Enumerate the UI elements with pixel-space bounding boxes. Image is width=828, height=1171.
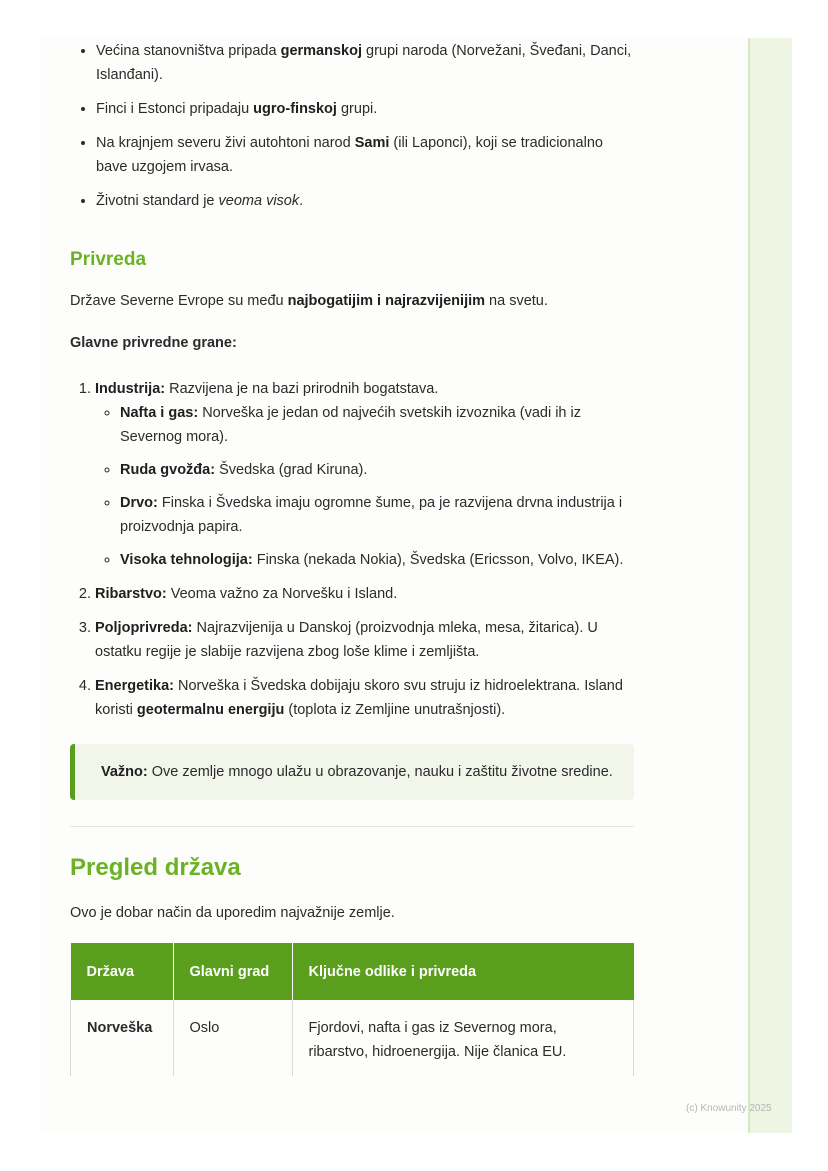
list-item: ◦ Nafta i gas: Norveška je jedan od najvećih svetskih izvoznika (vadi ih iz Severnog mora). (120, 401, 634, 449)
list-item: • Većina stanovništva pripada germanskoj grupi naroda (Norvežani, Šveđani, Danci, Islanđani). (96, 38, 634, 87)
population-list (70, 38, 634, 213)
industry-sublist (95, 401, 634, 572)
grane-label: Glavne privredne grane: (70, 335, 237, 351)
page-side-strip (748, 38, 792, 1133)
section-heading-privreda: Privreda (70, 249, 147, 270)
list-item: 4. Energetika: Norveška i Švedska dobijaju skoro svu struju iz hidroelektrana. Island koristi geotermalnu energiju (toplota iz Zemljine unutrašnjosti). (95, 674, 634, 722)
important-callout: Važno: Ove zemlje mnogo ulažu u obrazovanje, nauku i zaštitu životne sredine. (70, 744, 634, 800)
cell-grad: Oslo (173, 1000, 292, 1076)
pregled-intro: Ovo je dobar način da uporedim najvažnije zemlje. (70, 905, 395, 921)
table-row (71, 1000, 634, 1076)
section-divider (70, 826, 634, 827)
list-item: ◦ Visoka tehnologija: Finska (nekada Nokia), Švedska (Ericsson, Volvo, IKEA). (120, 548, 634, 572)
copyright-footer: (c) Knowunity 2025 (686, 1103, 772, 1114)
cell-odlike: Fjordovi, nafta i gas iz Severnog mora, ribarstvo, hidroenergija. Nije članica EU. (292, 1000, 634, 1076)
privreda-intro: Države Severne Evrope su među najbogatijim i najrazvijenijim na svetu. (70, 293, 548, 309)
list-item: • Životni standard je veoma visok. (96, 188, 634, 213)
list-item: • Na krajnjem severu živi autohtoni narod Sami (ili Laponci), koji se tradicionalno bave uzgojem irvasa. (96, 130, 634, 179)
column-header-drzava: Država (71, 943, 174, 1000)
list-item: ◦ Ruda gvožđa: Švedska (grad Kiruna). (120, 458, 634, 482)
section-heading-pregled: Pregled država (70, 854, 241, 881)
table-header-row (71, 943, 634, 1000)
list-item: • Finci i Estonci pripadaju ugro-finskoj grupi. (96, 96, 634, 121)
list-item: 3. Poljoprivreda: Najrazvijenija u Danskoj (proizvodnja mleka, mesa, žitarica). U ostatku regije je slabije razvijena zbog loše klime i zemljišta. (95, 616, 634, 664)
states-table (70, 943, 634, 1076)
economy-list (70, 377, 634, 722)
column-header-odlike: Ključne odlike i privreda (292, 943, 634, 1000)
list-item: ◦ Drvo: Finska i Švedska imaju ogromne šume, pa je razvijena drvna industrija i proizvodnja papira. (120, 491, 634, 539)
cell-drzava: Norveška (71, 1000, 174, 1076)
column-header-grad: Glavni grad (173, 943, 292, 1000)
list-item: 2. Ribarstvo: Veoma važno za Norvešku i Island. (95, 582, 634, 606)
list-item: 1. Industrija: Razvijena je na bazi prirodnih bogatstava. ◦ Nafta i gas: Norveška je jedan od najvećih svetskih izvoznika (vadi ih iz Severnog mora). ◦ Ruda gvožđa: Švedska (grad Kiruna). ◦ Drvo: Finska i Švedska imaju ogromne šume, pa je razvijena drvna industrija i proizvodnja papira. ◦ Visoka tehnologija: Finska (nekada Nokia), Švedska (Ericsson, Volvo, IKEA). (95, 377, 634, 572)
document-content (70, 38, 634, 1076)
